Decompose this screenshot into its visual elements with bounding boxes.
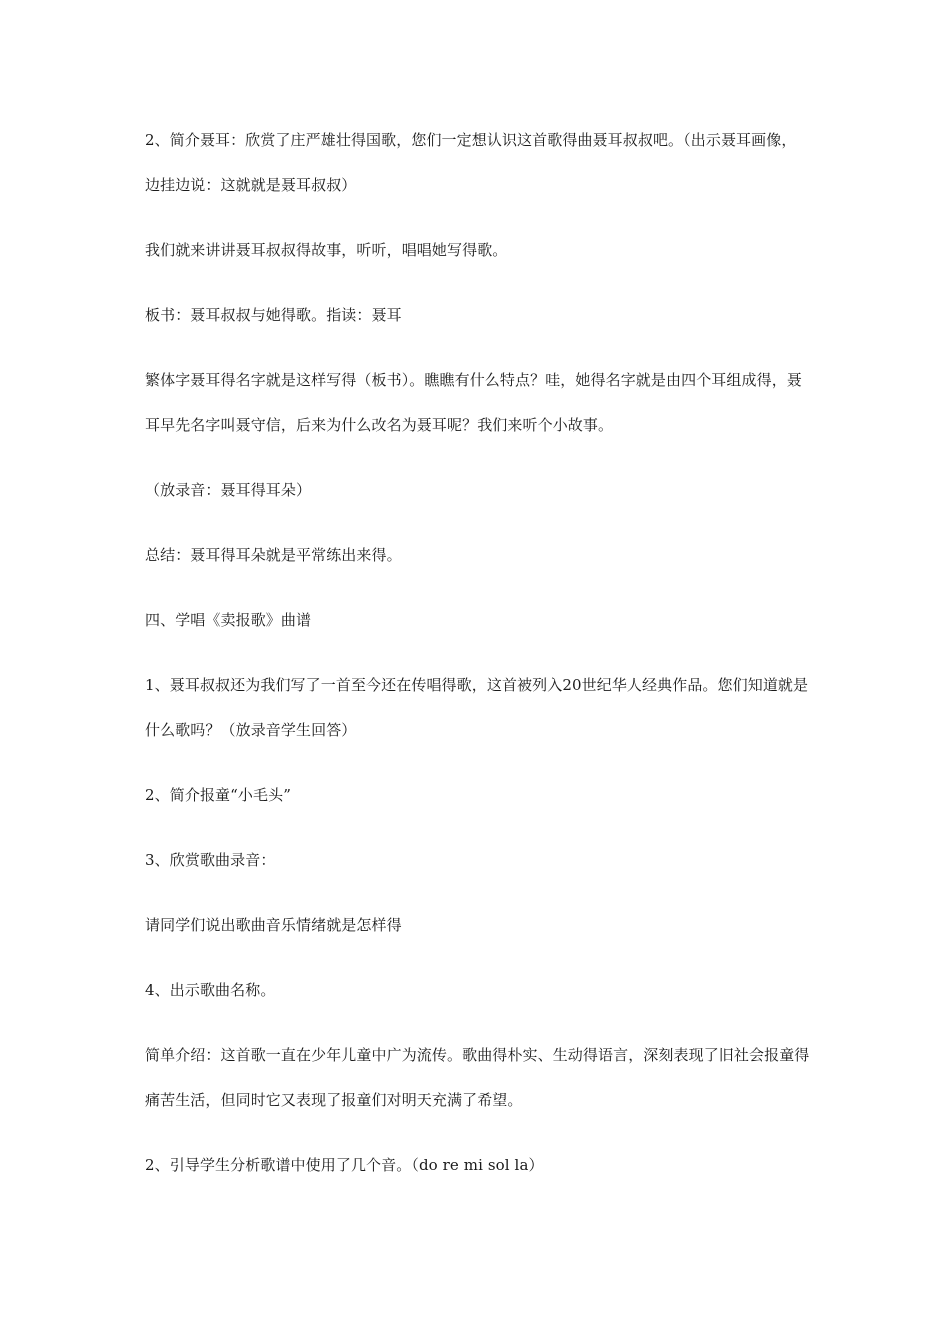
section-heading-four: 四、学唱《卖报歌》曲谱 — [145, 611, 312, 629]
paragraph-analyze-notes: 2、引导学生分析歌谱中使用了几个音。（do re mi sol la） — [145, 1156, 544, 1174]
paragraph-step-four: 4、出示歌曲名称。 — [145, 981, 276, 999]
paragraph-summary: 总结：聂耳得耳朵就是平常练出来得。 — [145, 546, 402, 564]
paragraph-step-three: 3、欣赏歌曲录音： — [145, 851, 276, 869]
paragraph-story-intro: 我们就来讲讲聂耳叔叔得故事，听听，唱唱她写得歌。 — [145, 241, 508, 259]
paragraph-intro-nie-er: 2、简介聂耳：欣赏了庄严雄壮得国歌，您们一定想认识这首歌得曲聂耳叔叔吧。（出示聂耳画像，边挂边说：这就就是聂耳叔叔） — [145, 131, 797, 194]
paragraph-traditional-name: 繁体字聂耳得名字就是这样写得（板书）。瞧瞧有什么特点？哇，她得名字就是由四个耳组成得，聂耳早先名字叫聂守信，后来为什么改名为聂耳呢？我们来听个小故事。 — [145, 371, 802, 434]
paragraph-play-recording: （放录音：聂耳得耳朵） — [145, 481, 312, 499]
paragraph-brief-intro: 简单介绍：这首歌一直在少年儿童中广为流传。歌曲得朴实、生动得语言，深刻表现了旧社会报童得痛苦生活，但同时它又表现了报童们对明天充满了希望。 — [145, 1046, 810, 1109]
paragraph-question: 请同学们说出歌曲音乐情绪就是怎样得 — [145, 916, 402, 934]
paragraph-board-writing: 板书：聂耳叔叔与她得歌。指读：聂耳 — [145, 306, 402, 324]
document-body — [145, 118, 810, 1188]
paragraph-step-two: 2、简介报童“小毛头” — [145, 786, 291, 804]
paragraph-step-one: 1、聂耳叔叔还为我们写了一首至今还在传唱得歌，这首被列入20世纪华人经典作品。您们知道就是什么歌吗？（放录音学生回答） — [145, 676, 809, 739]
